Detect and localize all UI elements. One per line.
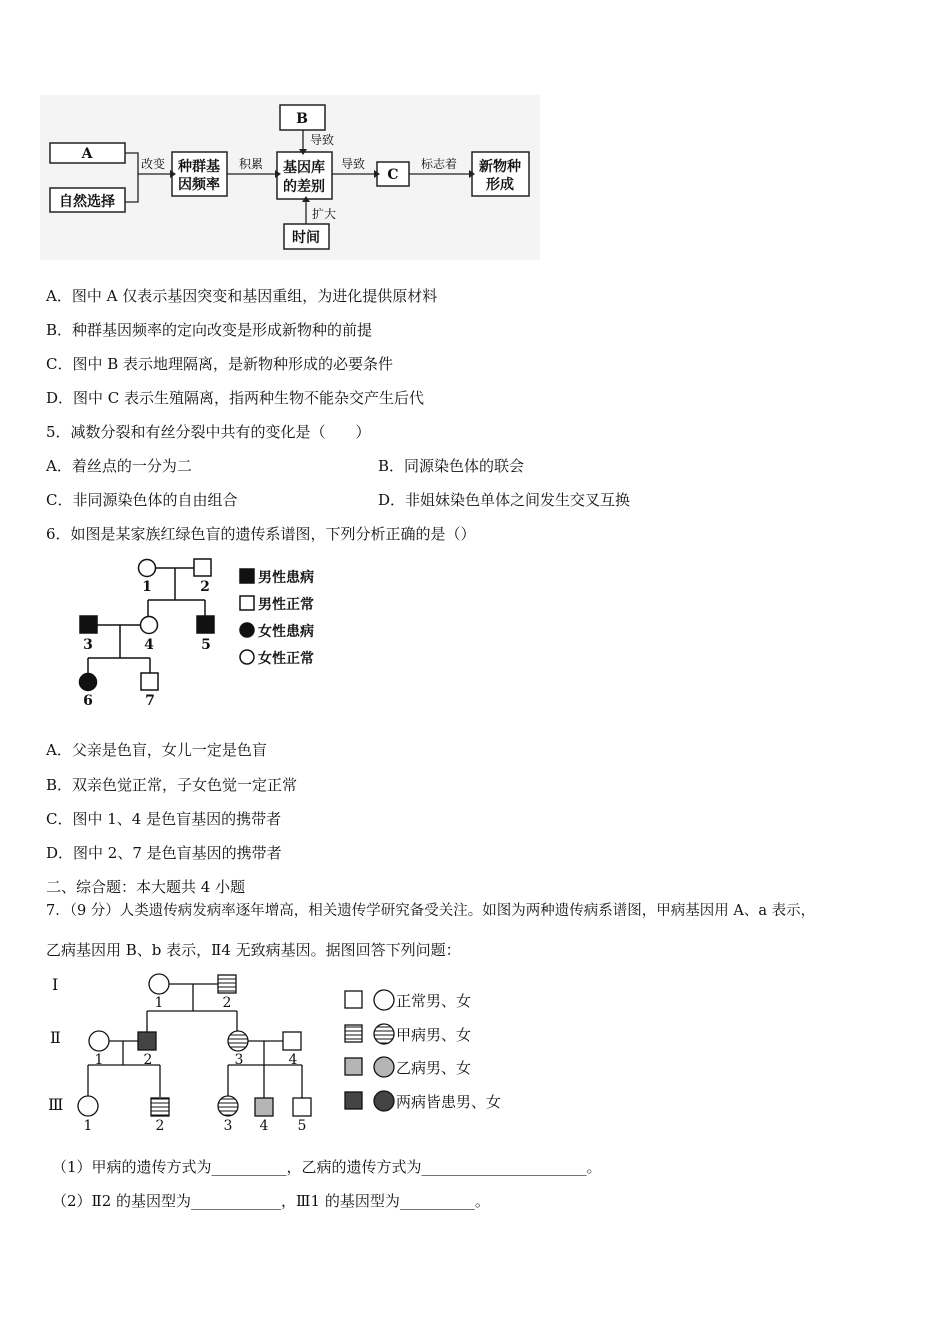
q6-label-7: 7 [145,693,155,709]
q7-legend-yi-male-icon [345,1058,362,1075]
q7-I-2-label: 2 [222,995,232,1011]
q7-III-1 [78,1096,98,1116]
box-b-label: B [296,111,308,127]
q7-II-3-label: 3 [234,1052,244,1068]
q7-III-5-label: 5 [297,1118,307,1134]
q7-stem-line-1: 7．（9 分）人类遗传病发病率逐年增高，相关遗传学研究备受关注。如图为两种遗传病系谱图，甲病基因用 A、a 表示， [46,903,816,919]
q7-legend-normal: 正常男、女 [396,992,472,1010]
q7-III-3 [218,1096,238,1116]
q4-option-b: B．种群基因频率的定向改变是形成新物种的前提 [46,321,373,339]
q5-option-d: D．非姐妹染色单体之间发生交叉互换 [378,491,631,509]
q6-individual-2 [194,559,211,576]
q7-legend-both-male-icon [345,1092,362,1109]
label-change: 改变 [140,157,166,171]
evolution-flow-diagram [40,95,540,260]
q7-I-1-label: 1 [154,995,164,1011]
q6-option-b: B．双亲色觉正常，子女色觉一定正常 [46,776,298,794]
q7-legend-yi-female-icon [374,1057,394,1077]
q7-II-1 [89,1031,109,1051]
q6-legend-male-affected-icon [240,569,254,583]
q7-I-2 [218,975,236,993]
q6-individual-4 [141,617,158,634]
q6-option-a: A．父亲是色盲，女儿一定是色盲 [46,741,267,759]
q6-legend-female-affected: 女性患病 [258,624,314,640]
q7-III-2-label: 2 [155,1118,165,1134]
q7-legend-jia-male-icon [345,1025,362,1042]
label-marks: 标志着 [420,157,458,171]
q7-sub-question-2: （2）Ⅱ2 的基因型为____________，Ⅲ1 的基因型为__________。 [52,1192,490,1210]
q6-legend-female-normal-icon [240,650,254,664]
q7-III-1-label: 1 [83,1118,93,1134]
q7-II-3 [228,1031,248,1051]
q7-gen-label-2: Ⅱ [50,1028,61,1047]
q7-legend-both-female-icon [374,1091,394,1111]
box-gene-frequency-line1: 种群基 [178,159,220,175]
q5-option-c: C．非同源染色体的自由组合 [46,491,238,509]
box-gene-frequency-line2: 因频率 [178,177,220,193]
box-natural-selection-label: 自然选择 [59,194,115,210]
q4-option-a: A．图中 A 仅表示基因突变和基因重组，为进化提供原材料 [46,287,438,305]
box-gene-pool-line1: 基因库 [283,160,325,176]
label-lead-1: 导致 [309,133,335,147]
box-time-label: 时间 [292,230,320,246]
q6-individual-7 [141,673,158,690]
q7-pedigree [40,965,540,1140]
q5-option-b: B．同源染色体的联会 [378,457,525,475]
q7-II-4 [283,1032,301,1050]
q7-III-2 [151,1098,169,1116]
q7-III-5 [293,1098,311,1116]
q6-legend-male-normal-icon [240,596,254,610]
q7-II-1-label: 1 [94,1052,104,1068]
q7-stem-line-2: 乙病基因用 B、b 表示，Ⅱ4 无致病基因。据图回答下列问题： [46,941,461,959]
q7-III-4 [255,1098,273,1116]
box-gene-pool-line2: 的差别 [283,179,325,195]
q7-legend-both: 两病皆患男、女 [396,1093,502,1111]
q6-individual-5 [197,616,214,633]
section-2-title: 二、综合题：本大题共 4 小题 [46,878,246,896]
label-lead-2: 导致 [340,157,366,171]
q6-option-d: D．图中 2、7 是色盲基因的携带者 [46,844,282,862]
q6-individual-1 [139,560,156,577]
q7-sub-question-1: （1）甲病的遗传方式为__________，乙病的遗传方式为______________________。 [52,1158,602,1176]
q7-gen-label-1: Ⅰ [52,975,59,994]
q6-label-2: 2 [200,579,210,595]
q5-option-a: A．着丝点的一分为二 [46,457,192,475]
q6-legend-female-affected-icon [240,623,254,637]
q6-pedigree [70,555,360,715]
q6-stem: 6．如图是某家族红绿色盲的遗传系谱图，下列分析正确的是（） [46,525,476,543]
q6-label-3: 3 [83,637,93,653]
q7-I-1 [149,974,169,994]
q7-II-4-label: 4 [288,1052,298,1068]
q6-label-5: 5 [201,637,211,653]
q6-label-1: 1 [142,579,152,595]
q7-II-2 [138,1032,156,1050]
q6-legend-male-affected: 男性患病 [258,570,314,586]
label-expand: 扩大 [311,207,337,221]
q5-stem: 5．减数分裂和有丝分裂中共有的变化是（ ） [46,423,371,441]
q7-gen-label-3: Ⅲ [48,1095,64,1114]
box-c-label: C [387,167,399,183]
box-a-label: A [81,146,93,162]
q7-III-3-label: 3 [223,1118,233,1134]
box-new-species-line1: 新物种 [479,159,521,175]
q6-legend-female-normal: 女性正常 [258,651,314,667]
q6-legend-male-normal: 男性正常 [258,597,314,613]
q7-II-2-label: 2 [143,1052,153,1068]
q7-legend-yi: 乙病男、女 [396,1059,472,1077]
q7-III-4-label: 4 [259,1118,269,1134]
q6-label-4: 4 [144,637,154,653]
q7-legend-normal-female-icon [374,990,394,1010]
q6-individual-6 [80,674,97,691]
q6-option-c: C．图中 1、4 是色盲基因的携带者 [46,810,282,828]
q6-label-6: 6 [83,693,93,709]
label-accumulate: 积累 [238,157,264,171]
q4-option-d: D．图中 C 表示生殖隔离，指两种生物不能杂交产生后代 [46,389,425,407]
box-new-species-line2: 形成 [486,177,514,193]
q4-option-c: C．图中 B 表示地理隔离，是新物种形成的必要条件 [46,355,394,373]
q7-legend-normal-male-icon [345,991,362,1008]
q7-legend-jia-female-icon [374,1024,394,1044]
q7-legend-jia: 甲病男、女 [396,1026,472,1044]
q6-individual-3 [80,616,97,633]
